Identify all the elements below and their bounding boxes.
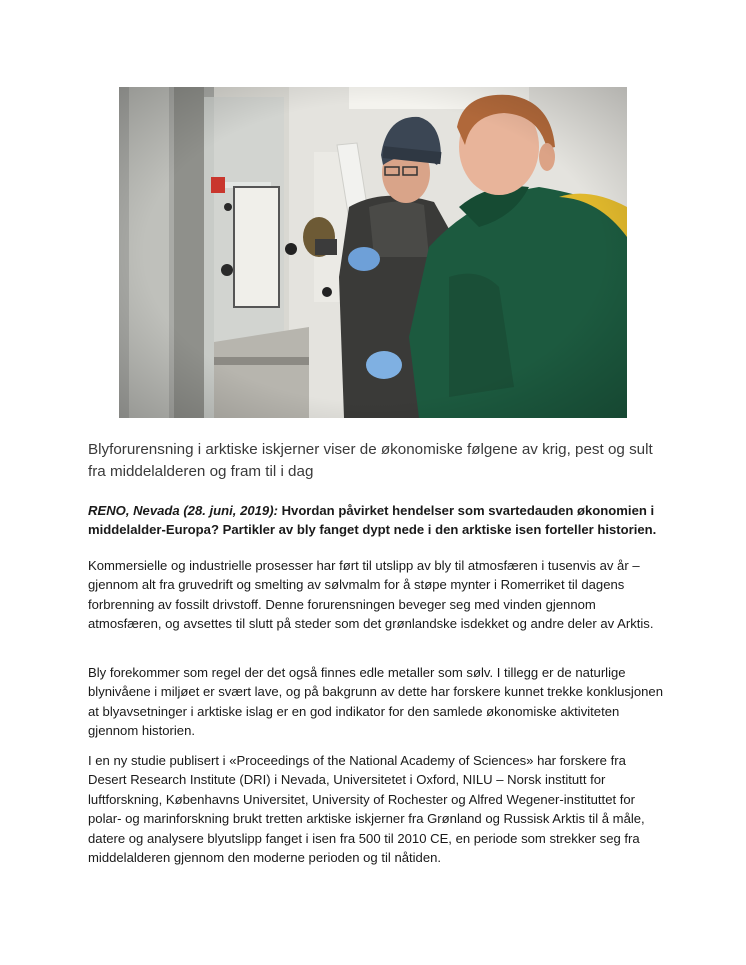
lede-dateline: RENO, Nevada (28. juni, 2019): xyxy=(88,503,278,518)
article-photo xyxy=(119,87,627,418)
body-paragraph-3: I en ny studie publisert i «Proceedings of the National Academy of Sciences» har forskere fra Desert Research Institute (DRI) i Nevada, Universitetet i Oxford, NILU – Norsk institutt for luftforskning, Københavns Universitet, University of Rochester og Alfred Wegener-instituttet for polar- og marinforskning brukt tretten arktiske iskjerner fra Grønland og Russisk Arktis til å måle, datere og analysere blyutslipp fanget i isen fra 500 til 2010 CE, en periode som strekker seg fra middelalderen gjennom den moderne perioden og til nåtiden. xyxy=(88,753,645,866)
body-paragraph-1: Kommersielle og industrielle prosesser har ført til utslipp av bly til atmosfæren i tusenvis av år – gjennom alt fra gruvedrift og smelting av sølvmalm for å støpe mynter i Romerriket til dagens forbrenning av fossilt drivstoff. Denne forurensningen beveger seg med vinden gjennom atmosfæren, og avsettes til slutt på steder som det grønlandske isdekket og andre deler av Arktis. xyxy=(88,558,654,632)
body-paragraph-2: Bly forekommer som regel der det også finnes edle metaller som sølv. I tillegg er de naturlige blynivåene i miljøet er svært lave, og på bakgrunn av dette har forskere kunnet trekke konklusjonen at blyavsetninger i arktiske islag er en god indikator for den samlede økonomiske aktiviteten gjennom historien. xyxy=(88,665,663,739)
article-headline: Blyforurensning i arktiske iskjerner viser de økonomiske følgene av krig, pest og sult fra middelalderen og fram til i dag xyxy=(88,441,653,480)
lede-text: Hvordan påvirket hendelser som svartedauden økonomien i middelalder-Europa? Partikler av bly fanget dypt nede i den arktiske isen forteller historien. xyxy=(88,503,657,537)
article-lede xyxy=(88,501,668,539)
